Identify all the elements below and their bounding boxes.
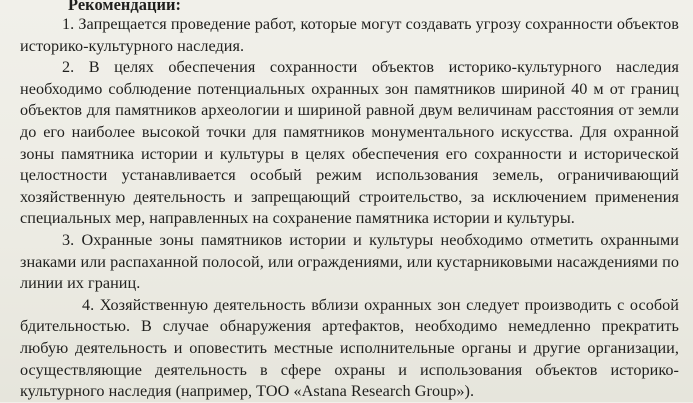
section-heading: Рекомендации: [68, 0, 181, 14]
recommendation-paragraph-2: 2. В целях обеспечения сохранности объектов историко-культурного наследия необходимо соблюдение потенциальных охранных зон памятников шириной 40 м от границ объектов для памятников археологии и шириной равной двум величинам расстояния от земли до его наиболее высокой точки для памятников монументального искусства. Для охранной зоны памятника истории и культуры в целях обеспечения его сохранности и исторической целостности устанавливается особый режим использования земель, ограничивающий хозяйственную деятельность и запрещающий строительство, за исключением применения специальных мер, направленных на сохранение памятника истории и культуры. [20, 58, 679, 228]
recommendation-paragraph-1: 1. Запрещается проведение работ, которые могут создавать угрозу сохранности объектов историко-культурного наследия. [20, 15, 679, 55]
recommendations-body [20, 14, 679, 403]
recommendation-paragraph-4: 4. Хозяйственную деятельность вблизи охранных зон следует производить с особой бдительностью. В случае обнаружения артефактов, необходимо немедленно прекратить любую деятельность и оповестить местные исполнительные органы и другие организации, осуществляющие деятельность в сфере охраны и использования объектов историко-культурного наследия (например, ТОО «Astana Research Group»). [20, 295, 679, 401]
recommendation-paragraph-3: 3. Охранные зоны памятников истории и культуры необходимо отметить охранными знаками или распаханной полосой, или ограждениями, или кустарниковыми насаждениями по линии их границ. [20, 230, 679, 293]
